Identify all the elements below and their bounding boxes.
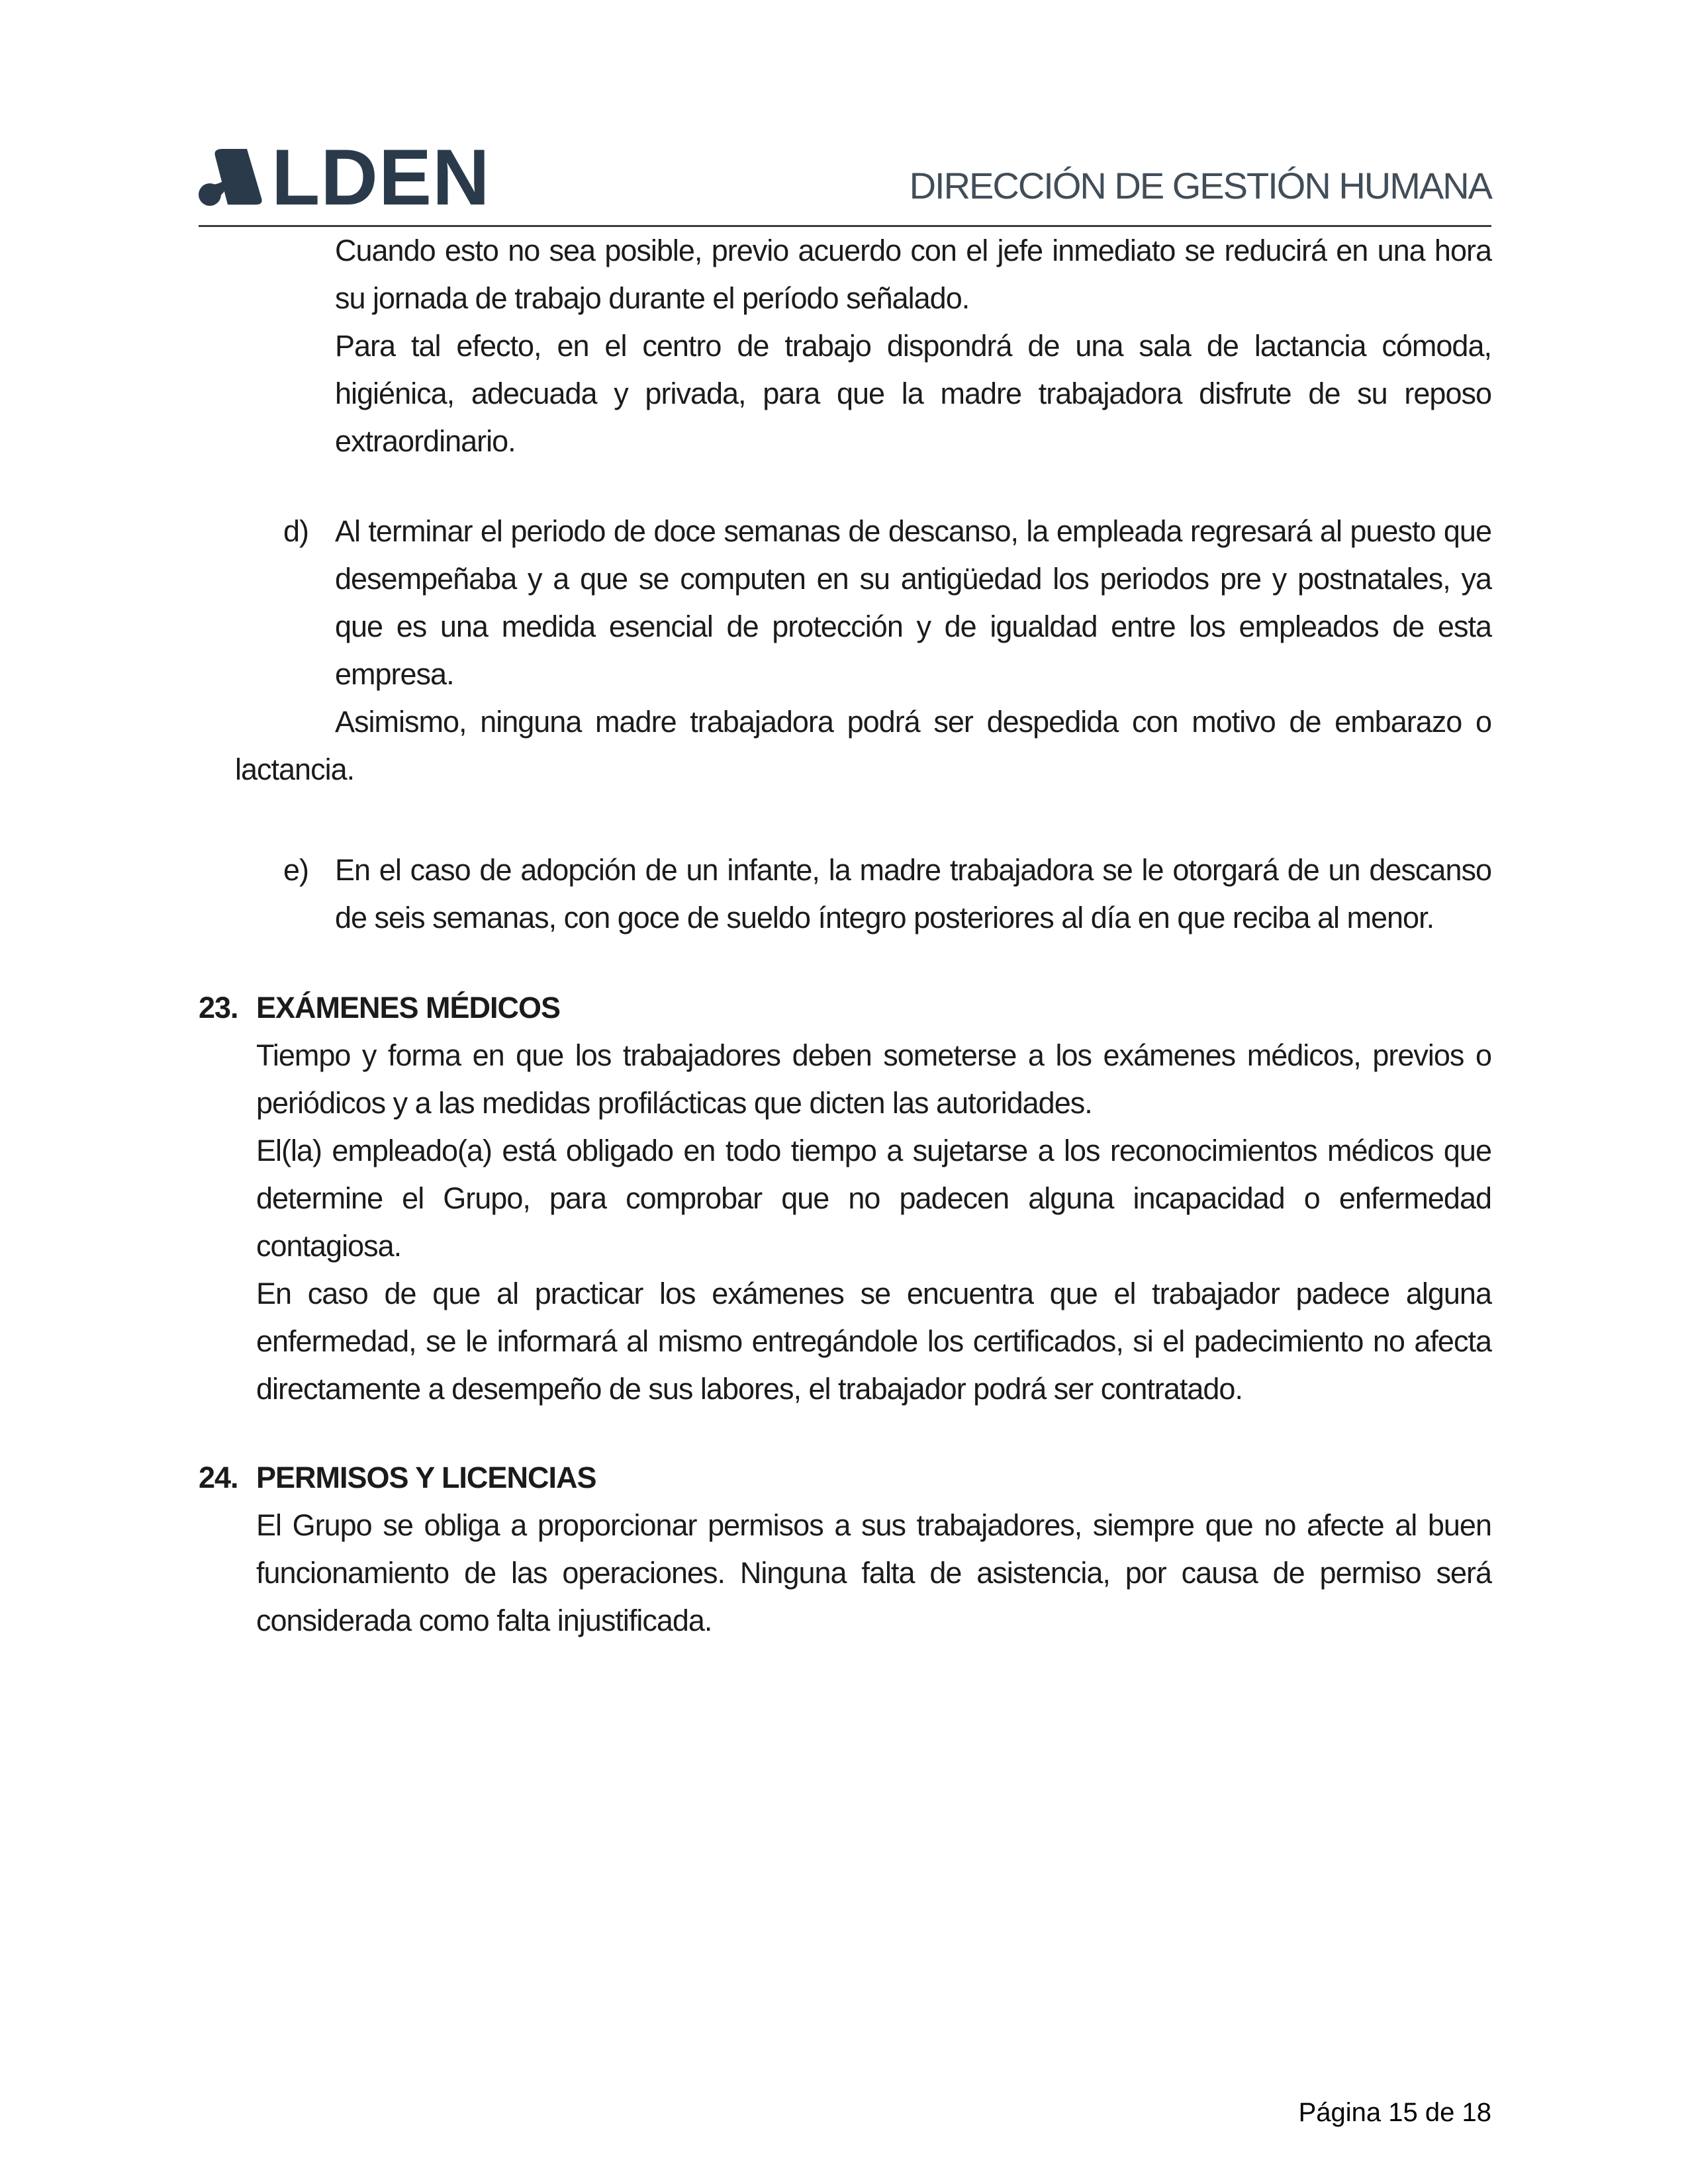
alden-logo-a-icon — [199, 149, 265, 206]
section-23-paragraph-1: Tiempo y forma en que los trabajadores deben someterse a los exámenes médicos, previos o periódicos y a las medidas profilácticas que dicten las autoridades. — [256, 1038, 1491, 1120]
page-number: Página 15 de 18 — [1298, 2098, 1491, 2127]
section-24-paragraph-1: El Grupo se obliga a proporcionar permisos a sus trabajadores, siempre que no afecte al buen funcionamiento de las operaciones. Ninguna falta de asistencia, por causa de permiso será considerada como falta injustificada. — [256, 1508, 1491, 1637]
list-item-e-text: En el caso de adopción de un infante, la madre trabajadora se le otorgará de un descanso de seis semanas, con goce de sueldo íntegro posteriores al día en que reciba al menor. — [335, 853, 1491, 934]
list-item-d-text: Al terminar el periodo de doce semanas de descanso, la empleada regresará al puesto que desempeñaba y a que se computen en su antigüedad los periodos pre y postnatales, ya que es una medida esencial de protección y de igualdad entre los empleados de esta empresa. — [335, 514, 1491, 691]
paragraph-cuando: Cuando esto no sea posible, previo acuerdo con el jefe inmediato se reducirá en una hora su jornada de trabajo durante el período señalado. — [335, 234, 1491, 315]
document-content — [199, 227, 1491, 1645]
list-item-e — [199, 846, 1491, 942]
alden-logo — [199, 133, 491, 222]
header-title: DIRECCIÓN DE GESTIÓN HUMANA — [909, 165, 1491, 206]
section-heading-23 — [199, 984, 1491, 1032]
list-marker-e: e) — [283, 853, 309, 887]
paragraph-asimismo: Asimismo, ninguna madre trabajadora podrá ser despedida con motivo de embarazo o lactancia. — [235, 705, 1491, 786]
list-marker-d: d) — [283, 514, 309, 548]
footer — [1299, 2097, 1491, 2128]
section-23-paragraph-2: El(la) empleado(a) está obligado en todo tiempo a sujetarse a los reconocimientos médicos que determine el Grupo, para comprobar que no padecen alguna incapacidad o enfermedad contagiosa. — [256, 1134, 1491, 1263]
section-23-title: EXÁMENES MÉDICOS — [256, 991, 561, 1024]
section-heading-24 — [199, 1454, 1491, 1502]
header — [199, 0, 1491, 222]
list-item-d — [199, 508, 1491, 698]
section-24-number: 24. — [199, 1461, 238, 1494]
section-24-title: PERMISOS Y LICENCIAS — [256, 1461, 596, 1494]
logo-wordmark: LDEN — [271, 133, 491, 222]
section-23-paragraph-3: En caso de que al practicar los exámenes se encuentra que el trabajador padece alguna enfermedad, se le informará al mismo entregándole los certificados, si el padecimiento no afecta directamente a desempeño de sus labores, el trabajador podrá ser contratado. — [256, 1277, 1491, 1406]
paragraph-para-tal: Para tal efecto, en el centro de trabajo dispondrá de una sala de lactancia cómoda, higiénica, adecuada y privada, para que la madre trabajadora disfrute de su reposo extraordinario. — [335, 329, 1491, 458]
section-23-number: 23. — [199, 991, 238, 1024]
